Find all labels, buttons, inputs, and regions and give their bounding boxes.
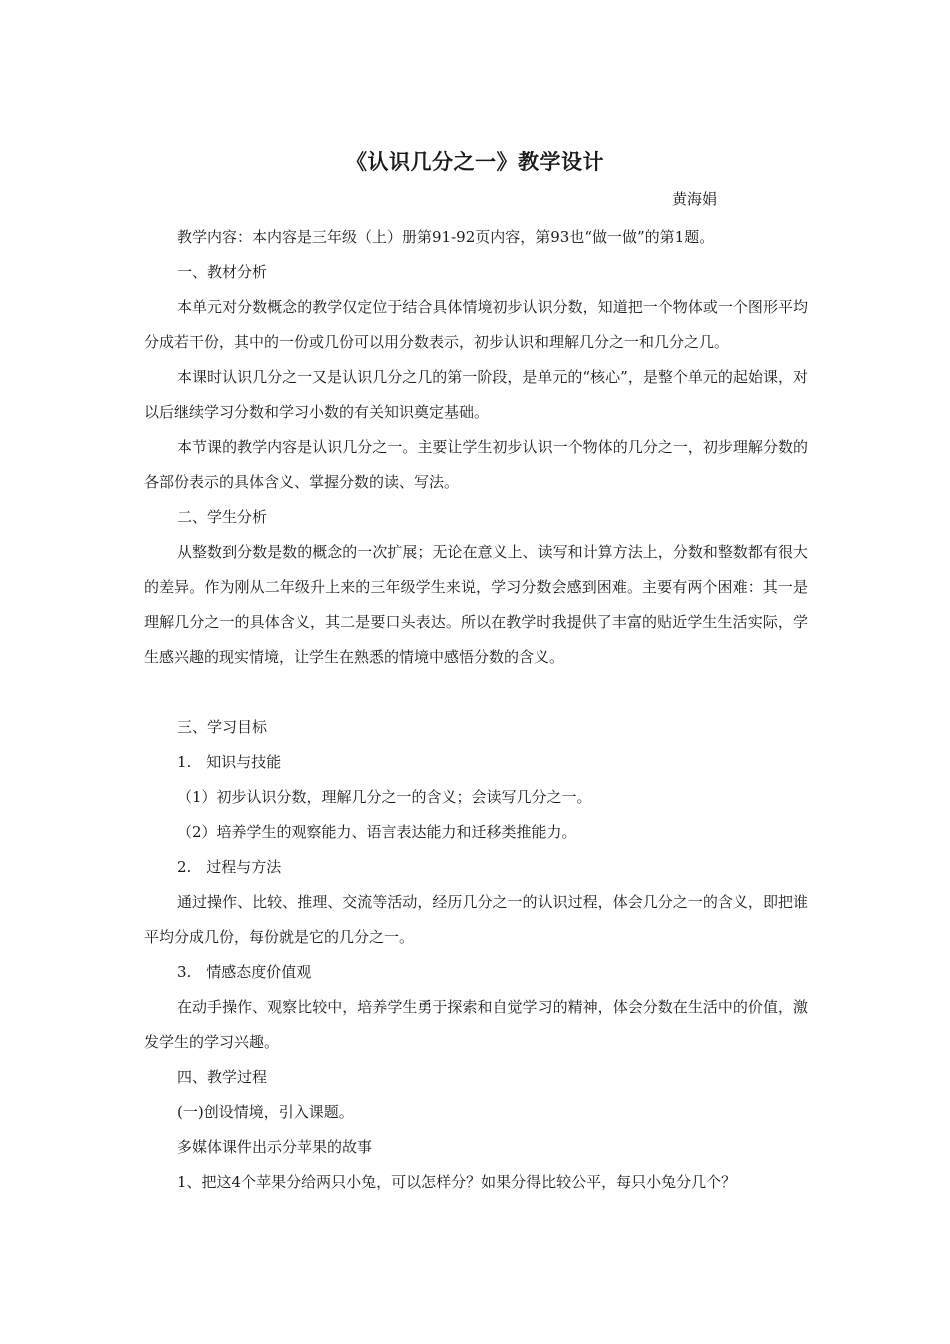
- blank-line: [144, 675, 808, 710]
- list-item: （1）初步认识分数，理解几分之一的含义；会读写几分之一。: [177, 788, 592, 806]
- subheading-create-scenario: (一)创设情境，引入课题。: [177, 1103, 354, 1121]
- paragraph: 本单元对分数概念的教学仅定位于结合具体情境初步认识分数，知道把一个物体或一个图形平均分成若干份，其中的一份或几份可以用分数表示，初步认识和理解几分之一和几分之几。: [144, 298, 808, 351]
- document-title: 《认识几分之一》教学设计: [346, 149, 604, 174]
- subheading-attitude-values: 3. 情感态度价值观: [177, 963, 312, 981]
- subheading-knowledge-skills: 1. 知识与技能: [177, 753, 282, 771]
- section-heading-student-analysis: 二、学生分析: [177, 508, 268, 526]
- paragraph: 本课时认识几分之一又是认识几分之几的第一阶段，是单元的“核心”，是整个单元的起始课，对以后继续学习分数和学习小数的有关知识奠定基础。: [144, 368, 808, 421]
- paragraph: 在动手操作、观察比较中，培养学生勇于探索和自觉学习的精神，体会分数在生活中的价值，激发学生的学习兴趣。: [144, 998, 808, 1051]
- section-heading-learning-objectives: 三、学习目标: [177, 718, 268, 736]
- list-item: （2）培养学生的观察能力、语言表达能力和迁移类推能力。: [177, 823, 577, 841]
- paragraph: 从整数到分数是数的概念的一次扩展；无论在意义上、读写和计算方法上，分数和整数都有很大的差异。作为刚从二年级升上来的三年级学生来说，学习分数会感到困难。主要有两个困难：其一是理解几分之一的具体含义，其二是要口头表达。所以在教学时我提供了丰富的贴近学生生活实际，学生感兴趣的现实情境，让学生在熟悉的情境中感悟分数的含义。: [144, 543, 808, 666]
- paragraph: 本节课的教学内容是认识几分之一。主要让学生初步认识一个物体的几分之一，初步理解分数的各部份表示的具体含义、掌握分数的读、写法。: [144, 438, 808, 491]
- subheading-process-method: 2. 过程与方法: [177, 858, 282, 876]
- section-heading-teaching-process: 四、教学过程: [177, 1068, 268, 1086]
- document-body: [144, 220, 808, 1200]
- author-name: 黄海娟: [672, 190, 718, 208]
- paragraph: 多媒体课件出示分苹果的故事: [177, 1138, 373, 1156]
- section-heading-textbook-analysis: 一、教材分析: [177, 263, 268, 281]
- paragraph: 通过操作、比较、推理、交流等活动，经历几分之一的认识过程，体会几分之一的含义，即把谁平均分成几份，每份就是它的几分之一。: [144, 893, 808, 946]
- paragraph: 1、把这4个苹果分给两只小兔，可以怎样分？如果分得比较公平，每只小兔分几个？: [177, 1173, 737, 1191]
- paragraph-teaching-content: 教学内容：本内容是三年级（上）册第91-92页内容，第93也“做一做”的第1题。: [177, 228, 715, 246]
